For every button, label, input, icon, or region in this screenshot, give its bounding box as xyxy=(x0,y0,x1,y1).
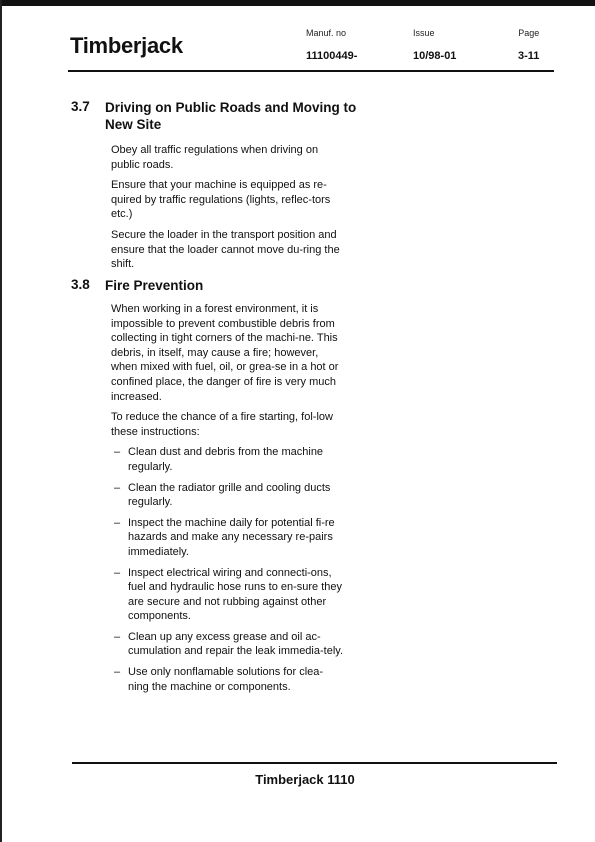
list-item-text: Use only nonflamable solutions for clea-ning the machine or components. xyxy=(128,666,324,693)
page-label: Page xyxy=(518,28,540,38)
dash-marker: – xyxy=(114,446,121,459)
list-item xyxy=(111,445,343,474)
paragraph: Obey all traffic regulations when driving on public roads. xyxy=(111,144,319,171)
list-item-text: Inspect electrical wiring and connecti-ons, fuel and hydraulic hose runs to en-sure they are secure and not rubbing against other components. xyxy=(128,566,343,623)
list-item-text: Clean up any excess grease and oil ac-cumulation and repair the leak immedia-tely. xyxy=(128,630,344,658)
issue-value: 10/98-01 xyxy=(413,50,457,62)
list-item xyxy=(111,481,343,510)
section-number: 3.8 xyxy=(71,277,90,292)
top-border xyxy=(0,0,595,6)
list-item xyxy=(111,516,343,560)
page-column xyxy=(518,28,539,62)
header-divider xyxy=(68,70,554,72)
section-body xyxy=(111,143,343,278)
paragraph: When working in a forest environment, it is impossible to prevent combustible debris from collecting in tight corners of the machi-ne. This debris, in itself, may cause a fire; however, when mixed with fuel, oil, or grea-se in a hot or confined place, the danger of fire is very much increased. xyxy=(111,303,339,403)
dash-marker: – xyxy=(114,666,121,679)
list-item xyxy=(111,630,343,659)
manuf-label: Manuf. no xyxy=(306,28,347,38)
paragraph: Secure the loader in the transport position and ensure that the loader cannot move du-ring the shift. xyxy=(111,228,340,271)
footer-model: Timberjack 1110 xyxy=(255,772,355,787)
section-title: Fire Prevention xyxy=(105,278,204,293)
dash-marker: – xyxy=(114,516,121,529)
manuf-column xyxy=(306,28,357,62)
issue-label: Issue xyxy=(413,28,435,38)
section-number: 3.7 xyxy=(71,99,90,114)
page-value: 3-11 xyxy=(518,50,540,62)
list-item-text: Inspect the machine daily for potential fi-re hazards and make any necessary re-pairs immediately. xyxy=(128,516,335,558)
section-title: Driving on Public Roads and Moving to New Site xyxy=(105,100,357,132)
manuf-value: 11100449- xyxy=(306,50,358,62)
paragraph: Ensure that your machine is equipped as re-quired by traffic regulations (lights, reflec-tors etc.) xyxy=(111,179,331,221)
issue-column xyxy=(413,28,456,62)
paragraph: To reduce the chance of a fire starting, fol-low these instructions: xyxy=(111,411,333,438)
dash-marker: – xyxy=(114,630,121,643)
list-item-text: Clean the radiator grille and cooling ducts regularly. xyxy=(128,481,331,509)
dash-marker: – xyxy=(114,566,121,579)
footer-divider xyxy=(72,762,557,764)
list-item-text: Clean dust and debris from the machine regularly. xyxy=(128,446,324,473)
left-border xyxy=(0,0,2,842)
section-body xyxy=(111,302,343,700)
brand-logo: Timberjack xyxy=(70,33,183,58)
list-item xyxy=(111,665,343,694)
dash-marker: – xyxy=(114,481,121,494)
instruction-list xyxy=(111,445,343,694)
list-item xyxy=(111,566,343,624)
